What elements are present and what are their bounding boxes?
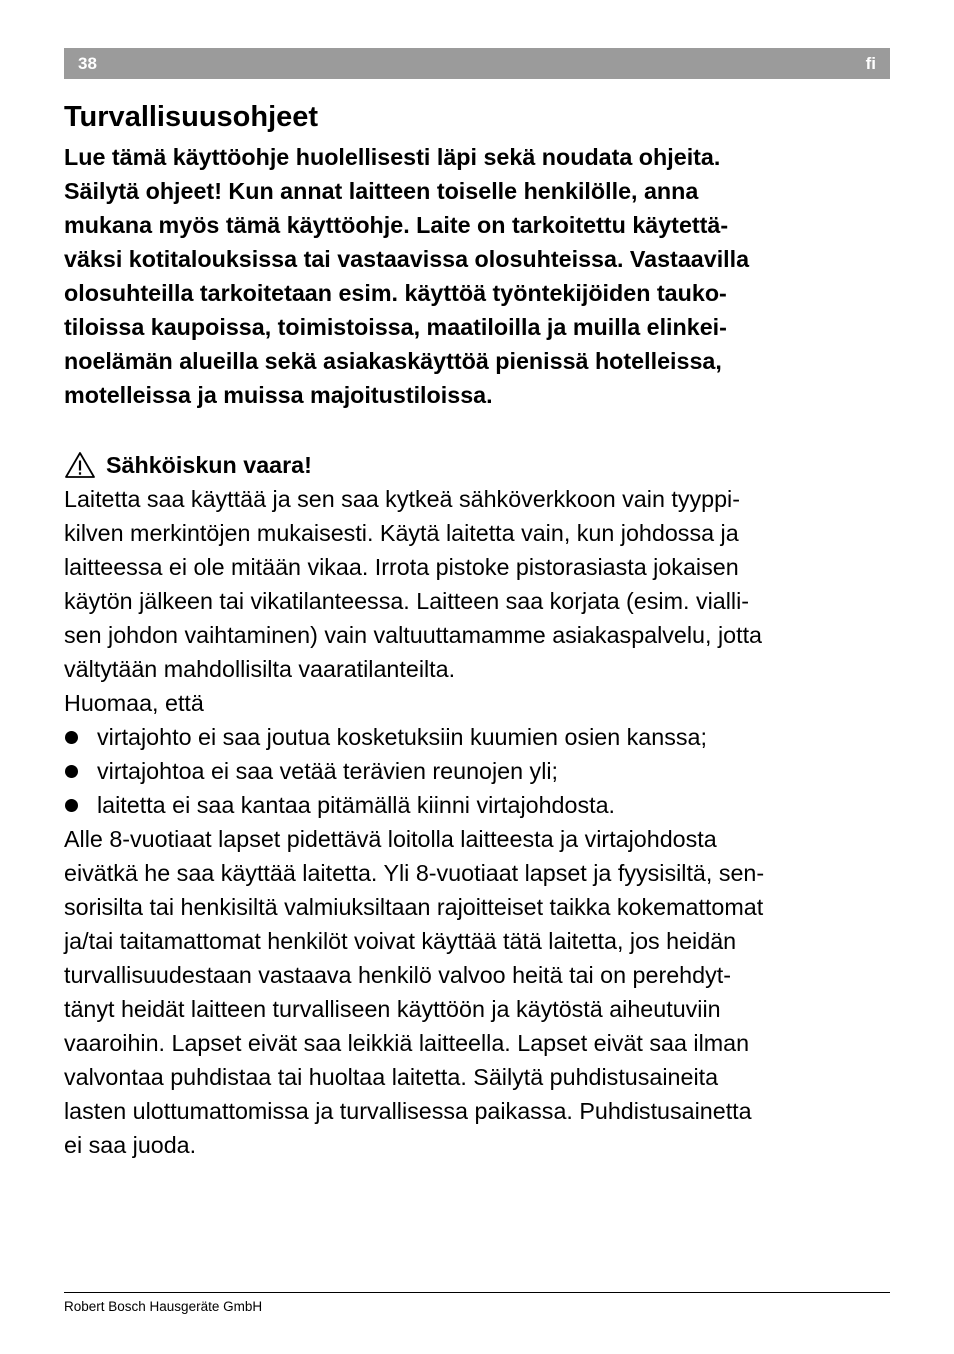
intro-line: Lue tämä käyttöohje huolellisesti läpi sekä noudata ohjeita. bbox=[64, 144, 721, 170]
page-header-bar bbox=[64, 48, 890, 79]
note-intro: Huomaa, että bbox=[64, 690, 204, 716]
electric-shock-warning bbox=[64, 448, 312, 482]
text-line: ei saa juoda. bbox=[64, 1132, 197, 1158]
text-line: valvontaa puhdistaa tai huoltaa laitetta. Säilytä puhdistusaineita bbox=[64, 1064, 719, 1090]
bullet-dot-icon bbox=[65, 799, 78, 812]
text-line: vaaroihin. Lapset eivät saa leikkiä laitteella. Lapset eivät saa ilman bbox=[64, 1030, 750, 1056]
text-line: Laitetta saa käyttää ja sen saa kytkeä sähköverkkoon vain tyyppi- bbox=[64, 486, 740, 512]
page-number: 38 bbox=[78, 53, 97, 73]
text-line: turvallisuudestaan vastaava henkilö valvoo heitä tai on perehdyt- bbox=[64, 962, 731, 988]
intro-line: noelämän alueilla sekä asiakaskäyttöä pienissä hotelleissa, bbox=[64, 348, 722, 374]
text-line: kilven merkintöjen mukaisesti. Käytä laitetta vain, kun johdossa ja bbox=[64, 520, 739, 546]
intro-line: väksi kotitalouksissa tai vastaavissa olosuhteissa. Vastaavilla bbox=[64, 246, 750, 272]
text-line: sen johdon vaihtaminen) vain valtuuttamamme asiakaspalvelu, jotta bbox=[64, 622, 762, 648]
intro-line: motelleissa ja muissa majoitustiloissa. bbox=[64, 382, 493, 408]
intro-line: olosuhteilla tarkoitetaan esim. käyttöä työntekijöiden tauko- bbox=[64, 280, 727, 306]
footer-company: Robert Bosch Hausgeräte GmbH bbox=[64, 1299, 263, 1314]
cord-safety-list bbox=[64, 720, 894, 822]
text-line: tänyt heidät laitteen turvalliseen käyttöön ja käytöstä aiheutuviin bbox=[64, 996, 721, 1022]
text-line: Alle 8-vuotiaat lapset pidettävä loitolla laitteesta ja virtajohdosta bbox=[64, 826, 717, 852]
text-line: laitteessa ei ole mitään vikaa. Irrota pistoke pistorasiasta jokaisen bbox=[64, 554, 739, 580]
list-item-text: virtajohto ei saa joutua kosketuksiin kuumien osien kanssa; bbox=[97, 724, 707, 750]
intro-line: Säilytä ohjeet! Kun annat laitteen toiselle henkilölle, anna bbox=[64, 178, 699, 204]
text-line: ja/tai taitamattomat henkilöt voivat käyttää tätä laitetta, jos heidän bbox=[64, 928, 737, 954]
bullet-dot-icon bbox=[65, 731, 78, 744]
warning-heading: Sähköiskun vaara! bbox=[106, 452, 312, 478]
children-safety-paragraph bbox=[64, 822, 894, 1162]
intro-line: tiloissa kaupoissa, toimistoissa, maatiloilla ja muilla elinkei- bbox=[64, 314, 727, 340]
page-title: Turvallisuusohjeet bbox=[64, 101, 319, 133]
intro-line: mukana myös tämä käyttöohje. Laite on tarkoitettu käytettä- bbox=[64, 212, 729, 238]
list-item bbox=[64, 788, 894, 822]
intro-paragraph bbox=[64, 140, 894, 412]
list-item-text: virtajohtoa ei saa vetää terävien reunojen yli; bbox=[97, 758, 559, 784]
text-line: lasten ulottumattomissa ja turvallisessa paikassa. Puhdistusainetta bbox=[64, 1098, 752, 1124]
language-code: fi bbox=[865, 53, 876, 73]
list-item bbox=[64, 754, 894, 788]
safety-body bbox=[64, 482, 894, 1162]
text-line: sorisilta tai henkisiltä valmiuksiltaan rajoitteiset taikka kokemattomat bbox=[64, 894, 764, 920]
text-line: käytön jälkeen tai vikatilanteessa. Laitteen saa korjata (esim. vialli- bbox=[64, 588, 750, 614]
list-item bbox=[64, 720, 894, 754]
electrical-safety-paragraph bbox=[64, 482, 894, 686]
list-item-text: laitetta ei saa kantaa pitämällä kiinni virtajohdosta. bbox=[97, 792, 616, 818]
bullet-dot-icon bbox=[65, 765, 78, 778]
text-line: eivätkä he saa käyttää laitetta. Yli 8-vuotiaat lapset ja fyysisiltä, sen- bbox=[64, 860, 765, 886]
text-line: vältytään mahdollisilta vaaratilanteilta. bbox=[64, 656, 456, 682]
footer-divider bbox=[64, 1292, 890, 1293]
warning-triangle-icon bbox=[64, 451, 96, 479]
